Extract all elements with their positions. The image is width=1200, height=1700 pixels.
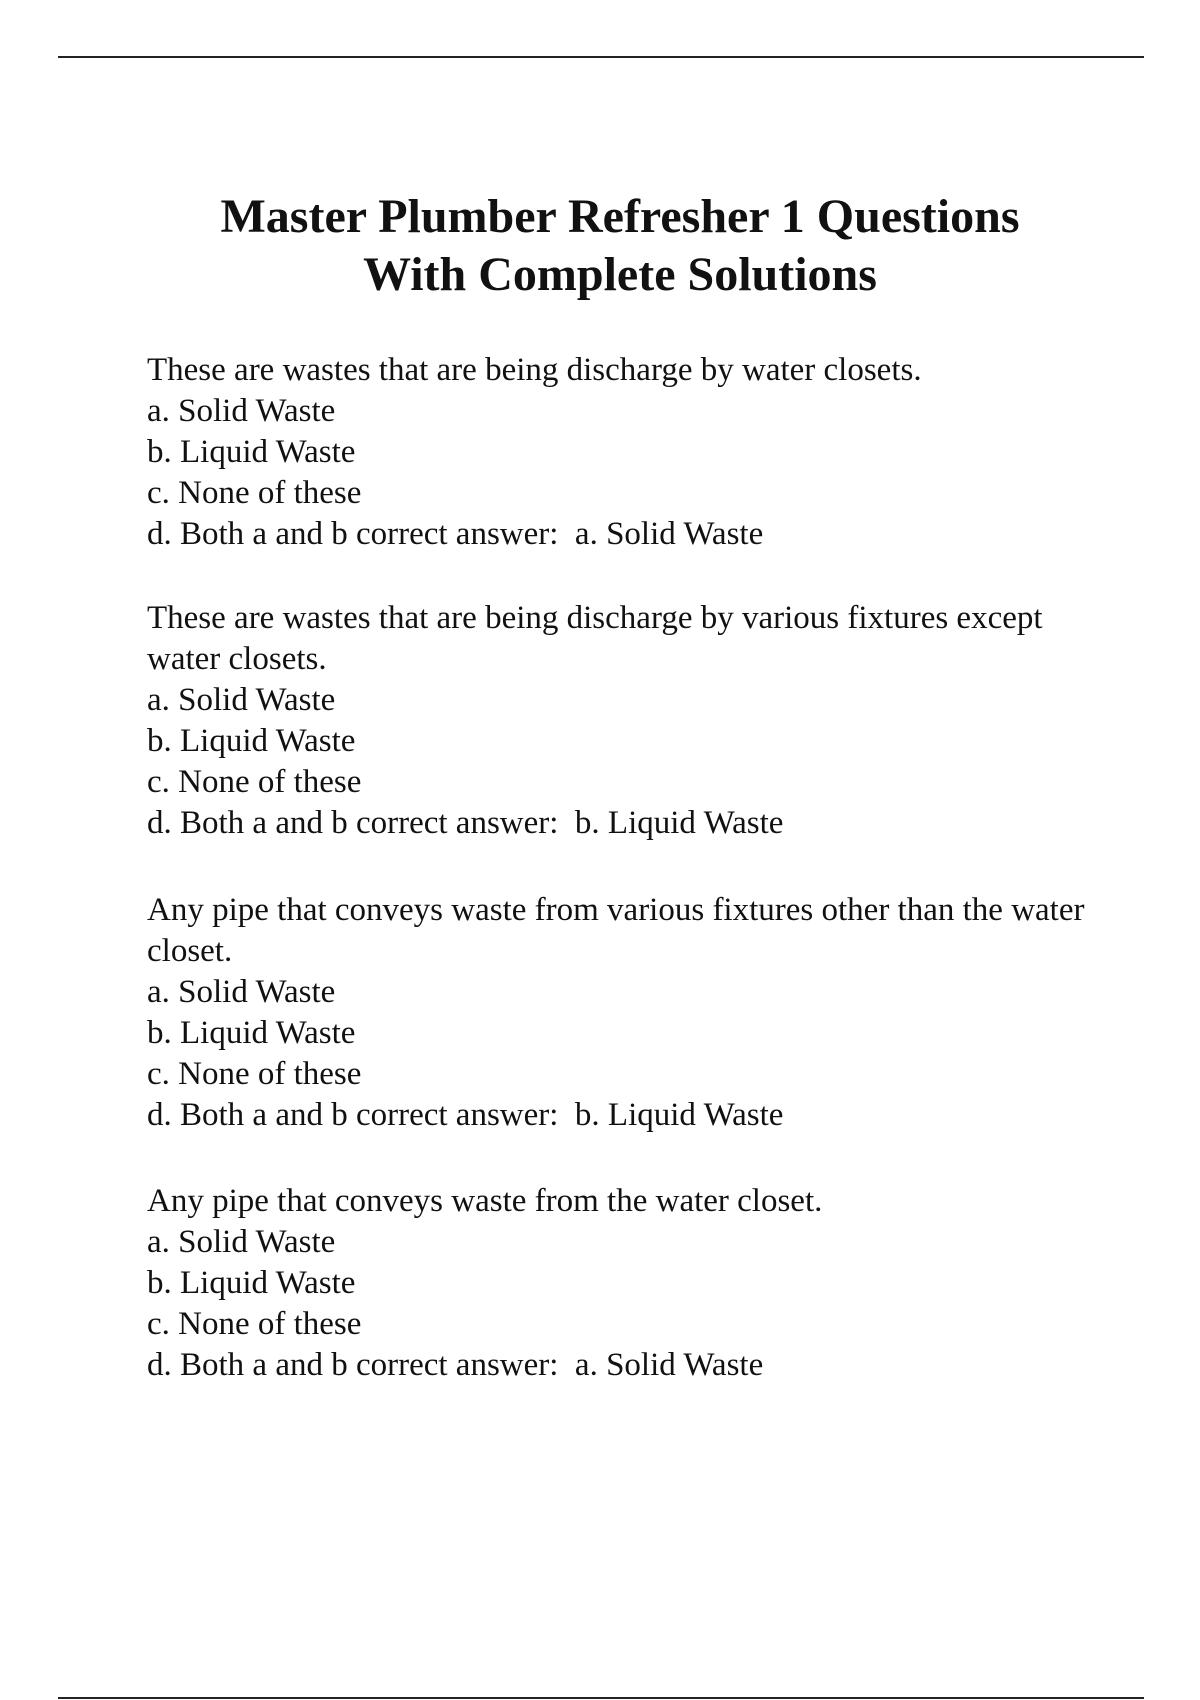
question-3 bbox=[147, 890, 1107, 1136]
option-c: c. None of these bbox=[147, 1056, 362, 1092]
question-list bbox=[147, 350, 1107, 1429]
option-d-with-answer: d. Both a and b correct answer: b. Liquid Waste bbox=[147, 1097, 784, 1133]
option-c: c. None of these bbox=[147, 764, 362, 800]
question-1 bbox=[147, 350, 1107, 555]
option-b: b. Liquid Waste bbox=[147, 723, 356, 759]
question-2 bbox=[147, 598, 1107, 844]
title-line-2: With Complete Solutions bbox=[363, 248, 877, 301]
title-line-1: Master Plumber Refresher 1 Questions bbox=[220, 190, 1020, 243]
bottom-rule bbox=[58, 1697, 1144, 1699]
option-a: a. Solid Waste bbox=[147, 393, 336, 429]
option-a: a. Solid Waste bbox=[147, 974, 336, 1010]
option-a: a. Solid Waste bbox=[147, 1224, 336, 1260]
option-a: a. Solid Waste bbox=[147, 682, 336, 718]
question-stem: These are wastes that are being discharge by various fixtures except water closets. bbox=[147, 600, 1051, 677]
option-d-with-answer: d. Both a and b correct answer: a. Solid Waste bbox=[147, 516, 764, 552]
question-stem: Any pipe that conveys waste from the water closet. bbox=[147, 1183, 823, 1219]
option-b: b. Liquid Waste bbox=[147, 1015, 356, 1051]
page-title bbox=[0, 188, 1200, 304]
option-c: c. None of these bbox=[147, 475, 362, 511]
question-4 bbox=[147, 1181, 1107, 1386]
option-b: b. Liquid Waste bbox=[147, 434, 356, 470]
option-d-with-answer: d. Both a and b correct answer: b. Liquid Waste bbox=[147, 805, 784, 841]
option-d-with-answer: d. Both a and b correct answer: a. Solid Waste bbox=[147, 1347, 764, 1383]
question-stem: Any pipe that conveys waste from various fixtures other than the water closet. bbox=[147, 892, 1093, 969]
question-stem: These are wastes that are being discharge by water closets. bbox=[147, 352, 922, 388]
option-b: b. Liquid Waste bbox=[147, 1265, 356, 1301]
top-rule bbox=[58, 56, 1144, 58]
option-c: c. None of these bbox=[147, 1306, 362, 1342]
